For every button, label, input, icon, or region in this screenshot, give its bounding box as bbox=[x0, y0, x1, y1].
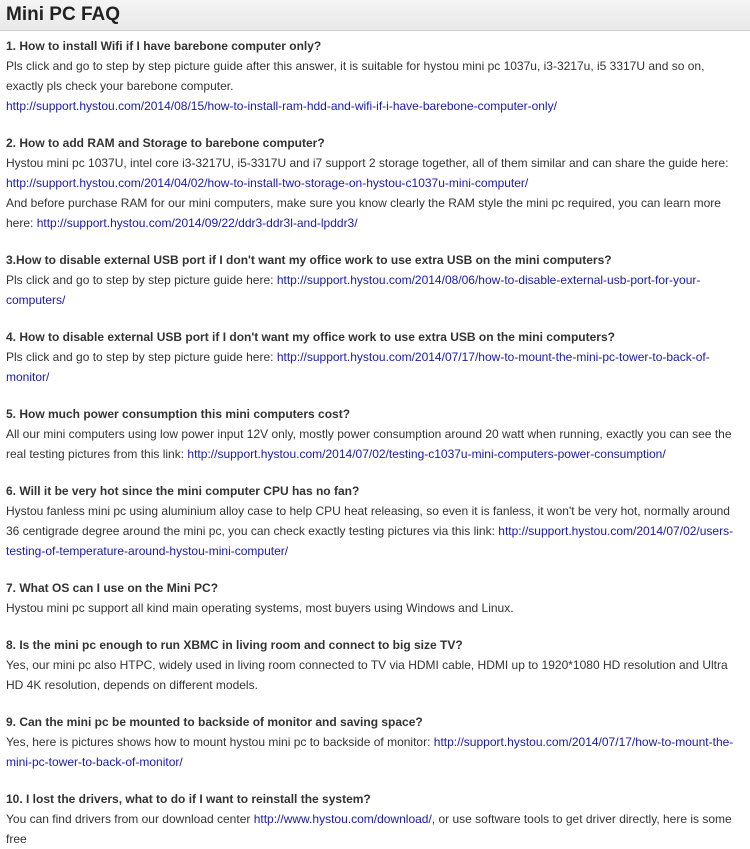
faq-question: 3.How to disable external USB port if I don't want my office work to use extra USB on the mini computers? bbox=[6, 253, 612, 267]
faq-answer bbox=[6, 270, 744, 310]
faq-question: 5. How much power consumption this mini computers cost? bbox=[6, 407, 351, 421]
faq-item bbox=[6, 790, 744, 849]
faq-item bbox=[6, 328, 744, 387]
answer-text: Pls click and go to step by step picture guide after this answer, it is suitable for hystou mini pc 1037u, i3-3217u, i5 3317U and so on, exactly pls check your barebone computer. bbox=[6, 59, 705, 93]
faq-answer bbox=[6, 732, 744, 772]
faq-item bbox=[6, 713, 744, 772]
faq-item bbox=[6, 37, 744, 116]
faq-item bbox=[6, 405, 744, 464]
faq-answer bbox=[6, 655, 744, 695]
faq-question: 7. What OS can I use on the Mini PC? bbox=[6, 581, 219, 595]
page-title: Mini PC FAQ bbox=[6, 4, 120, 25]
faq-question: 10. I lost the drivers, what to do if I want to reinstall the system? bbox=[6, 792, 371, 806]
faq-item bbox=[6, 636, 744, 695]
faq-link[interactable]: http://support.hystou.com/2014/04/02/how-to-install-two-storage-on-hystou-c1037u-mini-computer/ bbox=[6, 176, 529, 190]
answer-text: , or use software tools to get driver directly, here is some free bbox=[6, 812, 732, 846]
faq-question: 1. How to install Wifi if I have barebone computer only? bbox=[6, 39, 322, 53]
answer-text: Hystou mini pc support all kind main operating systems, most buyers using Windows and Linux. bbox=[6, 601, 514, 615]
answer-text: And before purchase RAM for our mini computers, make sure you know clearly the RAM style the mini pc required, you can learn more here: bbox=[6, 196, 721, 230]
answer-text: You can find drivers from our download center bbox=[6, 812, 251, 826]
faq-question: 4. How to disable external USB port if I don't want my office work to use extra USB on the mini computers? bbox=[6, 330, 615, 344]
faq-question: 2. How to add RAM and Storage to barebone computer? bbox=[6, 136, 325, 150]
faq-question: 8. Is the mini pc enough to run XBMC in living room and connect to big size TV? bbox=[6, 638, 463, 652]
faq-answer bbox=[6, 56, 744, 116]
faq-link[interactable]: http://www.hystou.com/download/ bbox=[253, 812, 432, 826]
faq-list bbox=[0, 31, 750, 849]
faq-item bbox=[6, 251, 744, 310]
faq-link[interactable]: http://support.hystou.com/2014/08/15/how-to-install-ram-hdd-and-wifi-if-i-have-barebone-computer-only/ bbox=[6, 99, 557, 113]
faq-link[interactable]: http://support.hystou.com/2014/08/06/how-to-disable-external-usb-port-for-your-computers/ bbox=[6, 273, 701, 307]
answer-text: Hystou mini pc 1037U, intel core i3-3217U, i5-3317U and i7 support 2 storage together, all of them similar and can share the guide here: bbox=[6, 156, 729, 170]
answer-text: Hystou fanless mini pc using aluminium alloy case to help CPU heat releasing, so even it is fanless, it won't be very hot, normally around 36 centigrade degree around the mini pc, you can check exactly testing pictures via this link: bbox=[6, 504, 730, 538]
faq-answer bbox=[6, 424, 744, 464]
faq-answer bbox=[6, 501, 744, 561]
answer-text: Pls click and go to step by step picture guide here: bbox=[6, 273, 274, 287]
faq-link[interactable]: http://support.hystou.com/2014/07/17/how-to-mount-the-mini-pc-tower-to-back-of-monitor/ bbox=[6, 350, 710, 384]
faq-answer bbox=[6, 347, 744, 387]
answer-text: Yes, our mini pc also HTPC, widely used in living room connected to TV via HDMI cable, HDMI up to 1920*1080 HD resolution and Ultra HD 4K resolution, depends on different models. bbox=[6, 658, 728, 692]
faq-link[interactable]: http://support.hystou.com/2014/07/02/testing-c1037u-mini-computers-power-consumption/ bbox=[187, 447, 666, 461]
faq-answer bbox=[6, 598, 744, 618]
faq-item bbox=[6, 134, 744, 233]
answer-text: Pls click and go to step by step picture guide here: bbox=[6, 350, 274, 364]
answer-text: Yes, here is pictures shows how to mount hystou mini pc to backside of monitor: bbox=[6, 735, 431, 749]
faq-link[interactable]: http://support.hystou.com/2014/07/17/how-to-mount-the-mini-pc-tower-to-back-of-monitor/ bbox=[6, 735, 734, 769]
faq-link[interactable]: http://support.hystou.com/2014/09/22/ddr3-ddr3l-and-lpddr3/ bbox=[36, 216, 358, 230]
faq-question: 6. Will it be very hot since the mini computer CPU has no fan? bbox=[6, 484, 360, 498]
faq-question: 9. Can the mini pc be mounted to backside of monitor and saving space? bbox=[6, 715, 423, 729]
faq-link[interactable]: http://support.hystou.com/2014/07/02/users-testing-of-temperature-around-hystou-mini-computer/ bbox=[6, 524, 734, 558]
faq-item bbox=[6, 579, 744, 618]
faq-answer bbox=[6, 809, 744, 849]
answer-text: All our mini computers using low power input 12V only, mostly power consumption around 20 watt when running, exactly you can see the real testing pictures from this link: bbox=[6, 427, 732, 461]
faq-item bbox=[6, 482, 744, 561]
page-header bbox=[0, 0, 750, 31]
faq-answer bbox=[6, 153, 744, 233]
